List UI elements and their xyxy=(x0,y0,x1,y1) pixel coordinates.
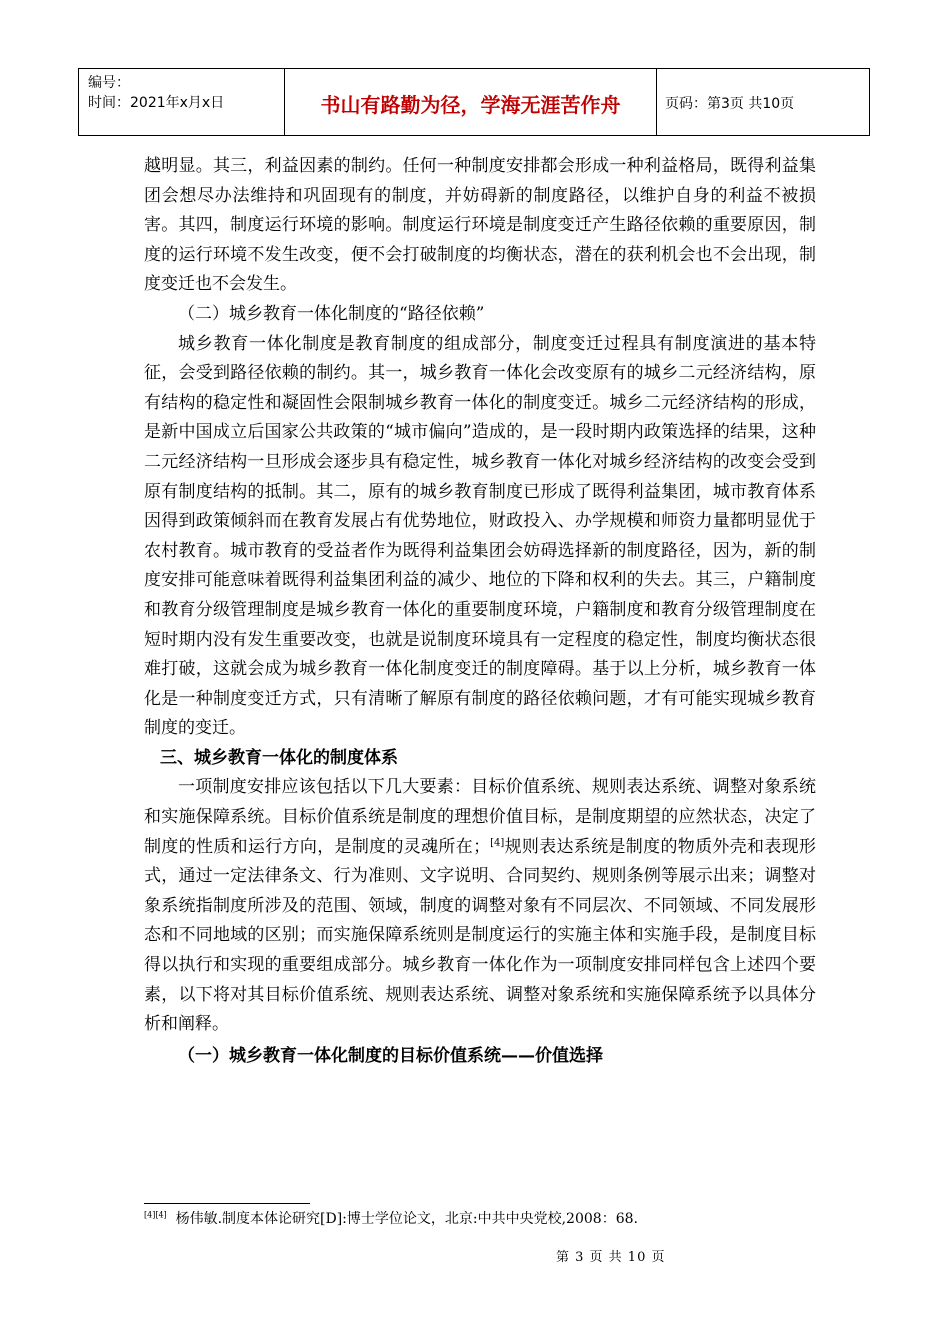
section-heading-4: （一）城乡教育一体化制度的目标价值系统——价值选择 xyxy=(178,1045,603,1066)
paragraph-1: 越明显。其三，利益因素的制约。任何一种制度安排都会形成一种利益格局，既得利益集团会想尽办法维持和巩固现有的制度，并妨碍新的制度路径，以维护自身的利益不被损害。其四，制度运行环境的影响。制度运行环境是制度变迁产生路径依赖的重要原因，制度的运行环境不发生改变，便不会打破制度的均衡状态，潜在的获利机会也不会出现，制度变迁也不会发生。 xyxy=(144,156,816,295)
paragraph-3-part-a: 一项制度安排应该包括以下几大要素：目标价值系统、规则表达系统、调整对象系统和实施保障系统。目标价值系统是制度的理想价值目标，是制度期望的应然状态，决定了制度的性质和运行方向，是制度的灵魂所在； xyxy=(144,777,816,857)
footnote-mark: [4][4] xyxy=(144,1210,167,1220)
citation-marker: [4] xyxy=(490,837,505,848)
section-heading-3: 三、城乡教育一体化的制度体系 xyxy=(160,747,398,768)
footnote xyxy=(144,1209,638,1229)
header-motto: 书山有路勤为径，学海无涯苦作舟 xyxy=(285,69,657,135)
paragraph-3 xyxy=(144,773,816,1039)
paragraph-2: 城乡教育一体化制度是教育制度的组成部分，制度变迁过程具有制度演进的基本特征，会受到路径依赖的制约。其一，城乡教育一体化会改变原有的城乡二元经济结构，原有结构的稳定性和凝固性会限制城乡教育一体化的制度变迁。城乡二元经济结构的形成，是新中国成立后国家公共政策的“城市偏向”造成的，是一段时期内政策选择的结果，这种二元经济结构一旦形成会逐步具有稳定性，城乡教育一体化对城乡经济结构的改变会受到原有制度结构的抵制。其二，原有的城乡教育制度已形成了既得利益集团，城市教育体系因得到政策倾斜而在教育发展占有优势地位，财政投入、办学规模和师资力量都明显优于农村教育。城市教育的受益者作为既得利益集团会妨碍选择新的制度路径，因为，新的制度安排可能意味着既得利益集团利益的减少、地位的下降和权利的失去。其三，户籍制度和教育分级管理制度是城乡教育一体化的重要制度环境，户籍制度和教育分级管理制度在短时期内没有发生重要改变，也就是说制度环境具有一定程度的稳定性，制度均衡状态很难打破，这就会成为城乡教育一体化制度变迁的制度障碍。基于以上分析，城乡教育一体化是一种制度变迁方式，只有清晰了解原有制度的路径依赖问题，才有可能实现城乡教育制度的变迁。 xyxy=(144,333,816,739)
document-number-label: 编号： xyxy=(88,75,130,91)
footnote-separator xyxy=(144,1203,310,1204)
header-page-label: 页码：第3页 共10页 xyxy=(665,96,795,112)
paragraph-3-part-b: 规则表达系统是制度的物质外壳和表现形式，通过一定法律条文、行为准则、文字说明、合同契约、规则条例等展示出来；调整对象系统指制度所涉及的范围、领域，制度的调整对象有不同层次、不同领域、不同发展形态和不同地域的区别；而实施保障系统则是制度运行的实施主体和实施手段，是制度目标得以执行和实现的重要组成部分。城乡教育一体化作为一项制度安排同样包含上述四个要素，以下将对其目标价值系统、规则表达系统、调整对象系统和实施保障系统予以具体分析和阐释。 xyxy=(144,836,817,1035)
page-header xyxy=(78,68,870,136)
page-footer: 第 3 页 共 10 页 xyxy=(556,1250,666,1265)
document-body xyxy=(144,152,816,1071)
footnote-text: 杨伟敏.制度本体论研究[D]:博士学位论文，北京:中共中央党校,2008：68. xyxy=(175,1211,638,1227)
header-meta-cell xyxy=(79,69,285,135)
document-time-label: 时间：2021年x月x日 xyxy=(88,95,225,111)
section-heading-2: （二）城乡教育一体化制度的“路径依赖” xyxy=(178,303,485,324)
